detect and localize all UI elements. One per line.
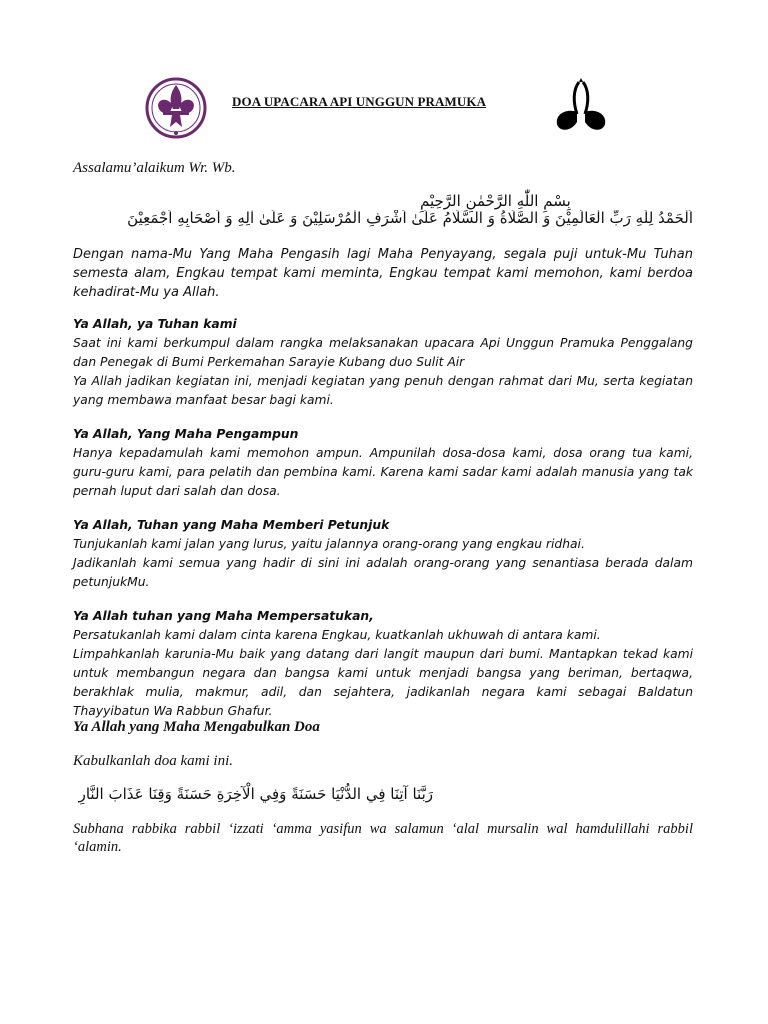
tunas-kelapa-emblem-icon <box>553 76 609 138</box>
kabulkan-line: Kabulkanlah doa kami ini. <box>73 753 233 769</box>
section-line: Saat ini kami berkumpul dalam rangka melaksanakan upacara Api Unggun Pramuka Penggalang dan Penegak di Bumi Perkemahan Sarayie Kubang duo Sulit Air <box>73 336 693 369</box>
section-line: Ya Allah jadikan kegiatan ini, menjadi kegiatan yang penuh dengan rahmat dari Mu, serta kegiatan yang membawa manfaat besar bagi kami. <box>73 374 693 407</box>
section-line: Jadikanlah kami semua yang hadir di sini ini adalah orang-orang yang senantiasa berada dalam petunjukMu. <box>73 556 693 589</box>
prayer-section <box>73 425 693 501</box>
section-heading: Ya Allah tuhan yang Maha Mempersatukan, <box>73 609 374 623</box>
section-heading: Ya Allah, Tuhan yang Maha Memberi Petunjuk <box>73 518 390 532</box>
prayer-section <box>73 607 693 721</box>
scout-fleur-de-lis-emblem-icon <box>145 75 207 141</box>
section-line: Tunjukanlah kami jalan yang lurus, yaitu jalannya orang-orang yang engkau ridhai. <box>73 537 585 551</box>
document-title: DOA UPACARA API UNGGUN PRAMUKA <box>232 94 487 109</box>
arabic-doa: رَبَّنَا آتِنَا فِي الدُّنْيَا حَسَنَةً وَفِي الْآخِرَةِ حَسَنَةً وَقِنَا عَذَابَ النَّارِ <box>78 785 433 803</box>
doa-heading: Ya Allah yang Maha Mengabulkan Doa <box>73 719 320 735</box>
prayer-section <box>73 516 693 592</box>
arabic-basmalah: بِسْمِ اللّٰهِ الرَّحْمٰنِ الرَّحِيْمِ <box>420 192 571 210</box>
section-line: Persatukanlah kami dalam cinta karena Engkau, kuatkanlah ukhuwah di antara kami. <box>73 628 601 642</box>
arabic-hamdalah: اَلْحَمْدُ لِلّٰهِ رَبِّ الْعَالَمِيْنَ وَ الصَّلَاةُ وَ السَّلَامُ عَلَىٰ اَشْرَفِ الْمُرْسَلِيْنَ وَ عَلَىٰ اٰلِهِ وَ اَصْحَابِهِ اَجْمَعِيْنَ <box>127 210 693 227</box>
document-header <box>0 72 768 144</box>
closing-paragraph: Subhana rabbika rabbil ‘izzati ‘amma yasifun wa salamun ‘alal mursalin wal hamdulillahi rabbil ‘alamin. <box>73 821 693 855</box>
section-heading: Ya Allah, Yang Maha Pengampun <box>73 427 299 441</box>
greeting: Assalamu’alaikum Wr. Wb. <box>73 160 236 176</box>
section-line: Limpahkanlah karunia-Mu baik yang datang dari langit maupun dari bumi. Mantapkan tekad kami untuk membangun negara dan bangsa kami untuk menjadi bangsa yang beriman, bertaqwa, berakhlak mulia, makmur, adil, dan sejahtera, jadikanlah negara kami sebagai Baldatun Thayyibatun Wa Rabbun Ghafur. <box>73 647 693 718</box>
section-heading: Ya Allah, ya Tuhan kami <box>73 317 237 331</box>
section-line: Hanya kepadamulah kami memohon ampun. Ampunilah dosa-dosa kami, dosa orang tua kami, guru-guru kami, para pelatih dan pembina kami. Karena kami sadar kami adalah manusia yang tak pernah luput dari salah dan dosa. <box>73 446 693 498</box>
intro-paragraph: Dengan nama-Mu Yang Maha Pengasih lagi Maha Penyayang, segala puji untuk-Mu Tuhan semesta alam, Engkau tempat kami meminta, Engkau tempat kami memohon, kami berdoa kehadirat-Mu ya Allah. <box>73 247 693 300</box>
prayer-section <box>73 315 693 410</box>
